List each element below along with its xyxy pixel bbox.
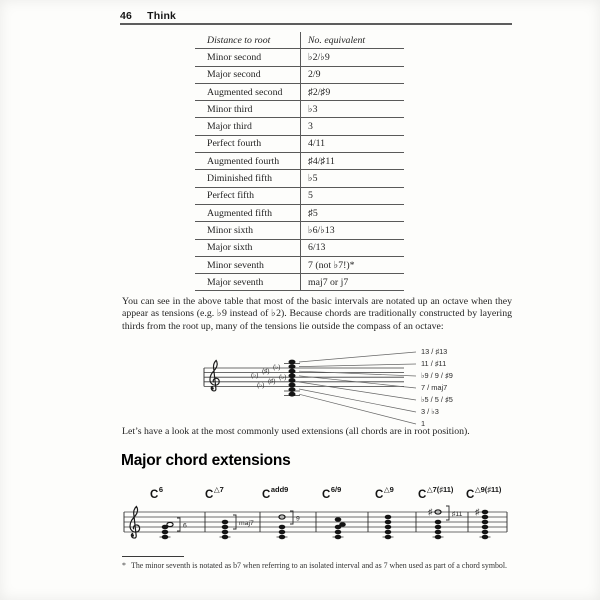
- page-number: 46: [120, 10, 133, 22]
- equivalent-cell: ♭3: [301, 101, 405, 118]
- chord-symbol: [466, 486, 501, 501]
- table-row: [195, 49, 404, 66]
- bracket-label: ♯11: [452, 511, 463, 518]
- chord-notes: [277, 511, 301, 539]
- chord-root: C: [205, 488, 214, 501]
- intervals-table: [195, 32, 404, 291]
- table-row: [195, 66, 404, 83]
- section-heading: Major chord extensions: [121, 452, 291, 469]
- chord-symbol: [150, 486, 163, 501]
- page-title: Think: [147, 10, 177, 22]
- table-row: [195, 239, 404, 256]
- interval-cell: Major third: [195, 118, 301, 135]
- chords-staff: [120, 504, 512, 556]
- chord-extension: △9: [383, 485, 394, 494]
- footnote-text: The minor seventh is notated as b7 when referring to an isolated interval and as 7 when used as part of a chord symbol.: [131, 561, 508, 570]
- table-row: [195, 204, 404, 221]
- chord-symbol: [375, 486, 394, 501]
- accidental-glyph: (♭): [257, 382, 265, 389]
- chord-extension: △7: [213, 485, 224, 494]
- chord-root: C: [262, 488, 271, 501]
- staff-lines: [124, 512, 507, 532]
- equivalent-cell: 3: [301, 118, 405, 135]
- accidental-glyph: (♭): [273, 364, 281, 371]
- bracket-label: maj7: [239, 520, 254, 527]
- chord-root: C: [418, 488, 427, 501]
- interval-cell: Minor seventh: [195, 256, 301, 273]
- sharp-icon: ♯: [475, 506, 480, 517]
- interval-cell: Augmented fifth: [195, 204, 301, 221]
- equivalent-cell: ♭2/♭9: [301, 49, 405, 66]
- equivalent-cell: ♯5: [301, 204, 405, 221]
- equivalent-cell: 4/11: [301, 135, 405, 152]
- table-row: [195, 274, 404, 291]
- interval-cell: Perfect fifth: [195, 187, 301, 204]
- accidental-glyph: (♭): [251, 372, 259, 379]
- tension-label: 13 / ♯13: [421, 346, 448, 356]
- interval-cell: Minor sixth: [195, 222, 301, 239]
- chord-notes: [475, 506, 491, 539]
- tension-label: 1: [421, 418, 426, 428]
- lead-paragraph: Let’s have a look at the most commonly used extensions (all chords are in root position).: [122, 426, 470, 437]
- tension-label: 7 / maj7: [421, 382, 448, 392]
- chord-root: C: [322, 488, 331, 501]
- table-row: [195, 170, 404, 187]
- accidental-glyph: (♯): [268, 378, 276, 385]
- interval-cell: Diminished fifth: [195, 170, 301, 187]
- chord-symbol: [322, 486, 341, 501]
- tension-label: 3 / ♭3: [421, 406, 439, 416]
- interval-cell: Major sixth: [195, 239, 301, 256]
- table-header-cell: No. equivalent: [301, 32, 405, 49]
- equivalent-cell: 2/9: [301, 66, 405, 83]
- table-header-row: [195, 32, 404, 49]
- equivalent-cell: ♭5: [301, 170, 405, 187]
- footnote-rule: [122, 556, 184, 557]
- pointer-lines: [299, 352, 416, 424]
- interval-cell: Major second: [195, 66, 301, 83]
- chord-symbol: [418, 486, 453, 501]
- tension-label: 11 / ♯11: [421, 358, 447, 368]
- header-rule: [120, 23, 512, 25]
- table-row: [195, 118, 404, 135]
- equivalent-cell: 5: [301, 187, 405, 204]
- accidental-glyph: (♯): [262, 368, 270, 375]
- table-row: [195, 83, 404, 100]
- tension-label: ♭9 / 9 / ♯9: [421, 370, 453, 380]
- interval-cell: Augmented fourth: [195, 153, 301, 170]
- table-row: [195, 222, 404, 239]
- chord-extension: 6: [158, 485, 163, 494]
- accidental-glyph: (♭): [279, 374, 287, 381]
- equivalent-cell: ♯4/♯11: [301, 153, 405, 170]
- footnote-marker: *: [122, 561, 126, 570]
- chord-root: C: [466, 488, 475, 501]
- page-header: [120, 10, 512, 22]
- bracket-label: 6: [183, 522, 187, 530]
- chord-root: C: [375, 488, 384, 501]
- tension-label: ♭5 / 5 / ♯5: [421, 394, 453, 404]
- interval-cell: Minor third: [195, 101, 301, 118]
- chord-extension: △7(♯11): [426, 485, 454, 494]
- interval-cell: Perfect fourth: [195, 135, 301, 152]
- table-row: [195, 256, 404, 273]
- bracket-label: 9: [296, 515, 300, 523]
- chord-notes: [160, 518, 188, 539]
- chord-symbol: [262, 486, 288, 501]
- chord-extension: △9(♯11): [474, 485, 502, 494]
- table-row: [195, 187, 404, 204]
- sharp-icon: ♯: [428, 506, 433, 517]
- tensions-staff: [120, 344, 512, 432]
- table-header-cell: Distance to root: [195, 32, 301, 49]
- table-row: [195, 135, 404, 152]
- chord-symbol: [205, 486, 224, 501]
- tension-labels: [421, 347, 453, 428]
- equivalent-cell: maj7 or j7: [301, 274, 405, 291]
- equivalent-cell: 7 (not ♭7!)*: [301, 256, 405, 273]
- body-paragraph: You can see in the above table that most of the basic intervals are notated up an octave when they appear as tensions (e.g. ♭9 instead of ♭2). Because chords are traditionally constructed by layering thirds from the root up, many of the tensions lie outside the compass of an octave:: [122, 296, 512, 332]
- chord-notes: [333, 517, 346, 539]
- equivalent-cell: ♯2/♯9: [301, 83, 405, 100]
- footnote: [122, 561, 511, 571]
- chord-notes: [428, 506, 463, 539]
- chord-extension: 6/9: [330, 485, 342, 494]
- table-row: [195, 101, 404, 118]
- chord-extension: add9: [270, 485, 289, 494]
- equivalent-cell: ♭6/♭13: [301, 222, 405, 239]
- interval-cell: Minor second: [195, 49, 301, 66]
- table-row: [195, 153, 404, 170]
- interval-cell: Augmented second: [195, 83, 301, 100]
- interval-cell: Major seventh: [195, 274, 301, 291]
- equivalent-cell: 6/13: [301, 239, 405, 256]
- chord-root: C: [150, 488, 159, 501]
